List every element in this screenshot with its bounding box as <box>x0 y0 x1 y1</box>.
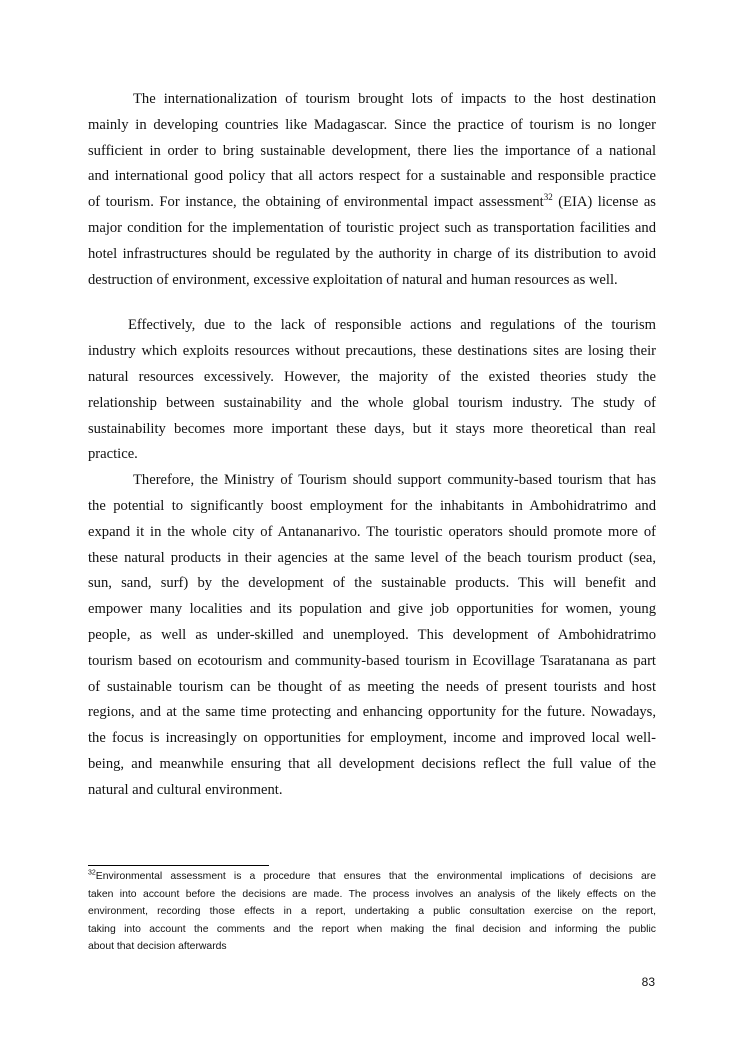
footnote-separator <box>88 865 269 866</box>
text-line: the focus is increasingly on opportunities for employment, income and improved local well- <box>88 730 656 747</box>
text-line: industry which exploits resources without precautions, these destinations sites are losing their <box>88 343 656 360</box>
text-line: regions, and at the same time protecting and enhancing opportunity for the future. Nowadays, <box>88 704 656 721</box>
text-line: the potential to significantly boost employment for the inhabitants in Ambohidratrimo and <box>88 497 656 514</box>
footnote-line: taking into account the comments and the report when making the final decision and informing the public <box>88 923 656 935</box>
text-line: these natural products in their agencies at the same level of the beach tourism product (sea, <box>88 549 656 566</box>
footnote-ref[interactable]: 32 <box>543 192 553 203</box>
footnote-marker: 32 <box>88 869 96 877</box>
text-line: hotel infrastructures should be regulated by the authority in charge of its distribution to avoid <box>88 245 656 262</box>
text-line: of sustainable tourism can be thought of as meeting the needs of present tourists and host <box>88 678 656 695</box>
text-line: people, as well as under-skilled and unemployed. This development of Ambohidratrimo <box>88 626 656 643</box>
page-number: 83 <box>641 975 655 989</box>
text-line: relationship between sustainability and the whole global tourism industry. The study of <box>88 394 656 411</box>
text-line: sustainability becomes more important these days, but it stays more theoretical than real <box>88 420 656 437</box>
text-line: of tourism. For instance, the obtaining of environmental impact assessment$^{32}$ (EIA) license as <box>88 192 656 211</box>
text-line: destruction of environment, excessive exploitation of natural and human resources as well. <box>88 271 618 288</box>
text-line: and international good policy that all actors respect for a sustainable and responsible practice <box>88 168 656 185</box>
footnote-line: $^{32}$Environmental assessment is a procedure that ensures that the environmental implications of decisions are <box>88 869 656 882</box>
footnote <box>88 868 656 956</box>
text-line: tourism based on ecotourism and community-based tourism in Ecovillage Tsaratanana as part <box>88 652 656 669</box>
paragraph <box>88 468 656 803</box>
footnote-line: environment, recording those effects in a report, undertaking a public consultation exercise on the report, <box>88 906 656 918</box>
text-line: sufficient in order to bring sustainable development, there lies the importance of a national <box>88 142 656 159</box>
paragraph-gap <box>88 293 656 313</box>
text-line: major condition for the implementation of touristic project such as transportation facilities and <box>88 219 656 236</box>
text-line: empower many localities and its population and give job opportunities for women, young <box>88 601 656 618</box>
text-line: being, and meanwhile ensuring that all development decisions reflect the full value of the <box>88 755 656 772</box>
text-line: practice. <box>88 446 138 463</box>
text-line: mainly in developing countries like Madagascar. Since the practice of tourism is no longer <box>88 116 656 133</box>
paragraph <box>88 87 656 293</box>
text-line: natural resources excessively. However, the majority of the existed theories study the <box>88 368 656 385</box>
footnote-line: taken into account before the decisions are made. The process involves an analysis of the likely effects on the <box>88 888 656 900</box>
text-line: natural and cultural environment. <box>88 781 283 798</box>
text-line: The internationalization of tourism brought lots of impacts to the host destination <box>133 91 656 107</box>
text-line: Effectively, due to the lack of responsible actions and regulations of the tourism <box>128 317 656 334</box>
paragraph <box>88 313 656 468</box>
body-text <box>88 87 656 804</box>
text-line: Therefore, the Ministry of Tourism should support community-based tourism that has <box>133 472 656 489</box>
text-line: expand it in the whole city of Antananarivo. The touristic operators should promote more of <box>88 523 656 540</box>
footnote-line: about that decision afterwards <box>88 941 227 953</box>
text-line: sun, sand, surf) by the development of the sustainable products. This will benefit and <box>88 575 656 592</box>
